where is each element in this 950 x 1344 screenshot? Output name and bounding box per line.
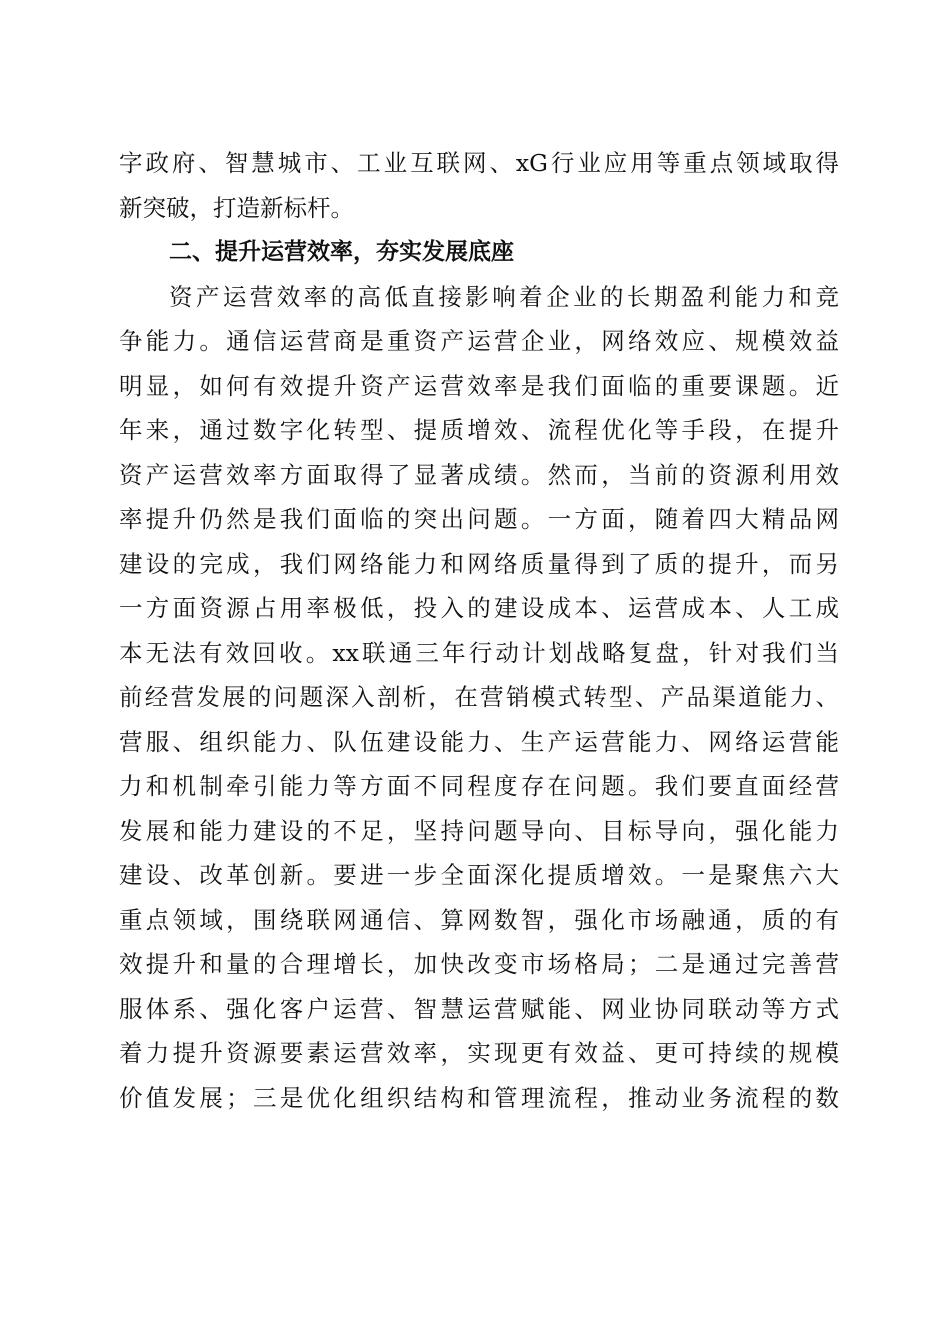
text-line: 建设、改革创新。要进一步全面深化提质增效。一是聚焦六大 bbox=[119, 861, 839, 889]
text-line: 新突破，打造新标杆。 bbox=[119, 193, 354, 222]
text-line: 一方面资源占用率极低，投入的建设成本、运营成本、人工成 bbox=[119, 594, 839, 622]
text-line: 年来，通过数字化转型、提质增效、流程优化等手段，在提升 bbox=[119, 416, 839, 444]
text-line: 前经营发展的问题深入剖析，在营销模式转型、产品渠道能力、 bbox=[119, 683, 839, 711]
document-body bbox=[119, 141, 839, 1120]
text-line: 争能力。通信运营商是重资产运营企业，网络效应、规模效益 bbox=[119, 327, 839, 355]
text-line: 字政府、智慧城市、工业互联网、xG行业应用等重点领域取得 bbox=[119, 149, 839, 177]
text-line: 营服、组织能力、队伍建设能力、生产运营能力、网络运营能 bbox=[119, 727, 839, 756]
text-line: 效提升和量的合理增长，加快改变市场格局；二是通过完善营 bbox=[119, 950, 839, 978]
text-line: 资产运营效率方面取得了显著成绩。然而，当前的资源利用效 bbox=[119, 460, 839, 489]
text-line: 服体系、强化客户运营、智慧运营赋能、网业协同联动等方式 bbox=[119, 994, 839, 1023]
text-line: 发展和能力建设的不足，坚持问题导向、目标导向，强化能力 bbox=[119, 816, 839, 845]
paragraph-first-line: 资产运营效率的高低直接影响着企业的长期盈利能力和竞 bbox=[169, 282, 839, 311]
text-line: 着力提升资源要素运营效率，实现更有效益、更可持续的规模 bbox=[119, 1039, 839, 1067]
text-line: 率提升仍然是我们面临的突出问题。一方面，随着四大精品网 bbox=[119, 505, 839, 533]
text-line: 力和机制牵引能力等方面不同程度存在问题。我们要直面经营 bbox=[119, 772, 839, 800]
text-line: 价值发展；三是优化组织结构和管理流程，推动业务流程的数 bbox=[119, 1083, 839, 1112]
text-line: 明显，如何有效提升资产运营效率是我们面临的重要课题。近 bbox=[119, 371, 839, 400]
text-line: 重点领域，围绕联网通信、算网数智，强化市场融通，质的有 bbox=[119, 905, 839, 934]
text-line: 建设的完成，我们网络能力和网络质量得到了质的提升，而另 bbox=[119, 549, 839, 578]
section-heading: 二、提升运营效率，夯实发展底座 bbox=[169, 239, 514, 265]
text-line: 本无法有效回收。xx联通三年行动计划战略复盘，针对我们当 bbox=[119, 638, 839, 667]
